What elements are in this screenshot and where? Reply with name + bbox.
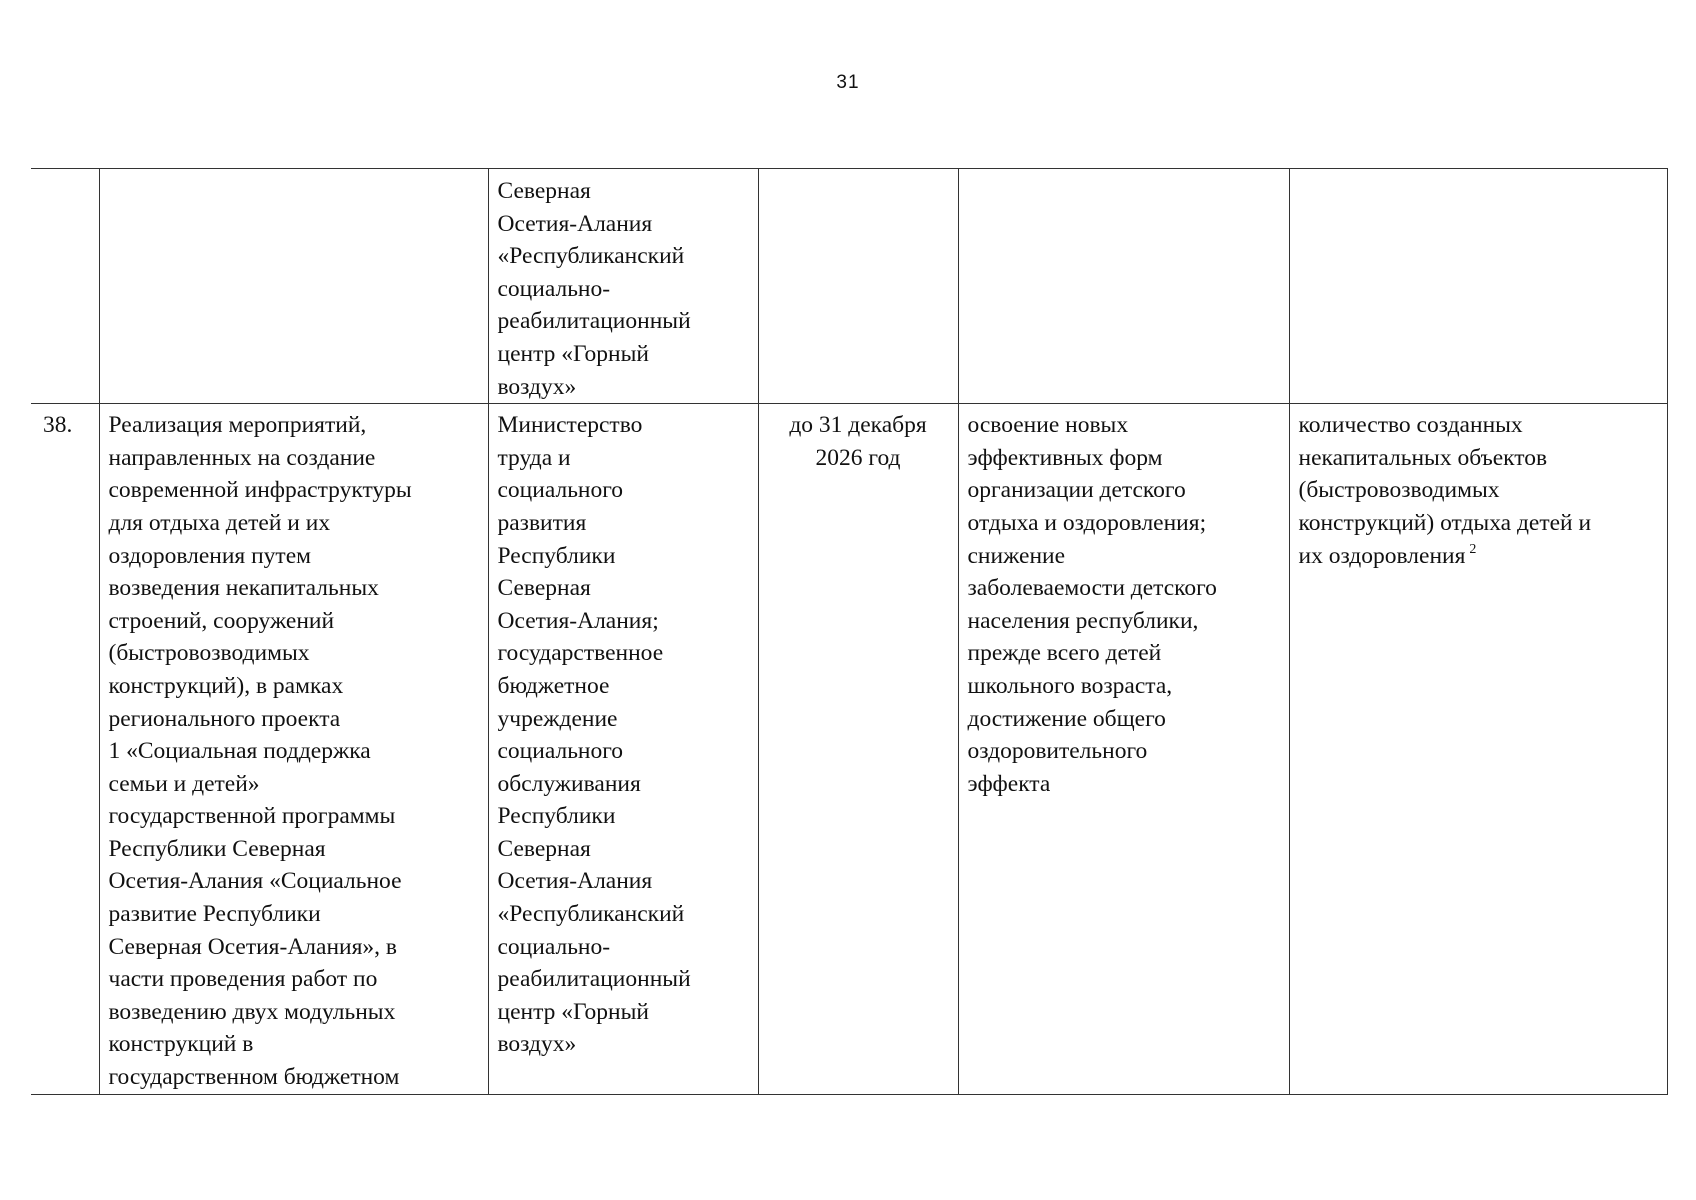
text-line: труда и bbox=[497, 444, 571, 471]
text-line: воздух» bbox=[497, 373, 577, 400]
text-line: некапитальных объектов bbox=[1298, 444, 1548, 471]
indicator-text bbox=[1299, 409, 1661, 572]
text-line: реабилитационный bbox=[497, 308, 691, 335]
text-line: количество созданных bbox=[1298, 412, 1523, 439]
text-line: социально- bbox=[497, 275, 611, 302]
cell-event bbox=[99, 404, 488, 1094]
cell-deadline bbox=[758, 169, 958, 404]
row-number: 38. bbox=[43, 412, 73, 439]
cell-indicator bbox=[1289, 169, 1667, 404]
text-line: воздух» bbox=[497, 1031, 577, 1058]
text-line: населения республики, bbox=[967, 607, 1199, 634]
text-line: Республики bbox=[497, 542, 616, 569]
cell-executor bbox=[488, 169, 758, 404]
text-line: (быстровозводимых bbox=[108, 640, 310, 667]
text-line: части проведения работ по bbox=[108, 966, 378, 993]
text-line: заболеваемости детского bbox=[967, 575, 1217, 602]
text-line: современной инфраструктуры bbox=[108, 477, 412, 504]
table-row-38 bbox=[31, 404, 1667, 1094]
cell-executor bbox=[488, 404, 758, 1094]
text-line: школьного возраста, bbox=[967, 672, 1173, 699]
text-line: направленных на создание bbox=[108, 444, 376, 471]
text-line: Северная bbox=[497, 178, 591, 204]
text-line: Осетия-Алания «Социальное bbox=[108, 868, 402, 895]
text-line: развитие Республики bbox=[108, 901, 321, 928]
cell-event bbox=[99, 169, 488, 404]
text-line: 1 «Социальная поддержка bbox=[108, 738, 371, 765]
text-line: центр «Горный bbox=[497, 998, 649, 1025]
page-number: 31 bbox=[836, 72, 860, 93]
text-line: возведению двух модульных bbox=[108, 998, 396, 1025]
text-line: Осетия-Алания; bbox=[497, 607, 659, 634]
text-line: прежде всего детей bbox=[967, 640, 1162, 667]
footnote-marker: 2 bbox=[1469, 541, 1477, 557]
cell-result bbox=[958, 404, 1289, 1094]
text-line: оздоровительного bbox=[967, 738, 1148, 765]
text-line: социально- bbox=[497, 933, 611, 960]
text-line: учреждение bbox=[497, 705, 618, 732]
text-line: Осетия-Алания bbox=[497, 210, 653, 237]
text-line: (быстровозводимых bbox=[1298, 477, 1500, 504]
text-line: возведения некапитальных bbox=[108, 575, 379, 602]
result-text bbox=[968, 409, 1283, 800]
text-line: отдыха и оздоровления; bbox=[967, 509, 1207, 536]
cell-deadline bbox=[758, 404, 958, 1094]
text-line: Республики bbox=[497, 803, 616, 830]
text-line: для отдыха детей и их bbox=[108, 509, 331, 536]
text-line: Осетия-Алания bbox=[497, 868, 653, 895]
text-line: Северная bbox=[497, 575, 591, 602]
cell-result bbox=[958, 169, 1289, 404]
cell-indicator bbox=[1289, 404, 1667, 1094]
text-line: центр «Горный bbox=[497, 340, 649, 367]
text-line: реабилитационный bbox=[497, 966, 691, 993]
text-line: семьи и детей» bbox=[108, 770, 260, 797]
text-line: Северная bbox=[497, 835, 591, 862]
text-line: «Республиканский bbox=[497, 901, 685, 928]
cell-number bbox=[31, 169, 99, 404]
text-line: Реализация мероприятий, bbox=[108, 412, 367, 439]
text-line: развития bbox=[497, 509, 587, 536]
text-line: «Республиканский bbox=[497, 243, 685, 270]
text-line: конструкций в bbox=[108, 1031, 254, 1058]
text-line: конструкций) отдыха детей и bbox=[1298, 509, 1592, 536]
text-line: их оздоровления $^2$ bbox=[1298, 541, 1477, 569]
text-line: организации детского bbox=[967, 477, 1186, 504]
text-line: эффективных форм bbox=[967, 444, 1163, 471]
text-line: достижение общего bbox=[967, 705, 1166, 732]
text-line: государственном бюджетном bbox=[108, 1064, 400, 1091]
text-line: обслуживания bbox=[497, 770, 641, 797]
measures-table bbox=[31, 168, 1668, 1095]
text-line: государственной программы bbox=[108, 803, 396, 830]
text-line: снижение bbox=[967, 542, 1066, 569]
text-line: бюджетное bbox=[497, 672, 610, 699]
text-line: социального bbox=[497, 477, 624, 504]
text-line: конструкций), в рамках bbox=[108, 672, 344, 699]
text-line: строений, сооружений bbox=[108, 607, 335, 634]
text-line: эффекта bbox=[967, 770, 1051, 797]
text-line: 2026 год bbox=[815, 444, 901, 471]
executor-text bbox=[498, 175, 752, 403]
executor-text bbox=[498, 409, 752, 1061]
text-line: регионального проекта bbox=[108, 705, 341, 732]
text-line: Министерство bbox=[497, 412, 643, 439]
text-line: оздоровления путем bbox=[108, 542, 311, 569]
deadline-text bbox=[763, 409, 954, 474]
text-line: Республики Северная bbox=[108, 835, 326, 862]
text-line: освоение новых bbox=[967, 412, 1129, 439]
text-line: государственное bbox=[497, 640, 664, 667]
table-row-continuation bbox=[31, 169, 1667, 404]
text-line: социального bbox=[497, 738, 624, 765]
text-line: до 31 декабря bbox=[789, 412, 927, 439]
event-text bbox=[109, 409, 482, 1093]
text-line: Северная Осетия-Алания», в bbox=[108, 933, 398, 960]
cell-number bbox=[31, 404, 99, 1094]
